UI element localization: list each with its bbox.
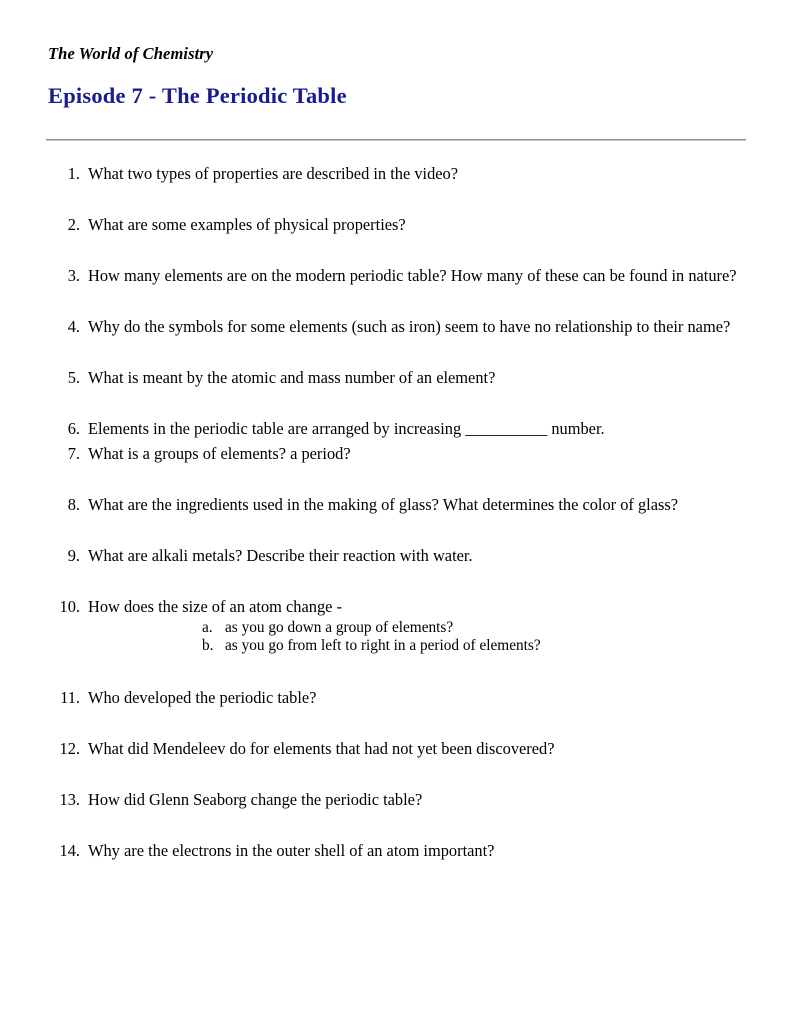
question-text: What two types of properties are described in the video? — [88, 164, 459, 183]
spacer — [0, 567, 791, 596]
spacer — [0, 465, 791, 494]
subquestion-letter: b. — [202, 637, 214, 654]
question-text: How many elements are on the modern periodic table? How many of these can be found in nature? — [88, 266, 737, 285]
subquestion-list — [88, 619, 791, 655]
document-header — [48, 44, 748, 109]
question-number: 7. — [67, 444, 80, 463]
question-text: What did Mendeleev do for elements that had not yet been discovered? — [88, 739, 555, 758]
question-item — [0, 494, 791, 516]
question-list — [0, 163, 791, 862]
question-number: 10. — [59, 597, 80, 616]
question-number: 3. — [67, 266, 80, 285]
question-item — [0, 840, 791, 862]
subquestion-item — [88, 637, 791, 655]
question-item — [0, 596, 791, 655]
question-text: Why are the electrons in the outer shell of an atom important? — [88, 841, 495, 860]
subquestion-text: as you go down a group of elements? — [225, 619, 454, 636]
spacer — [0, 236, 791, 265]
question-number: 1. — [67, 164, 80, 183]
question-item — [0, 545, 791, 567]
question-item — [0, 418, 791, 440]
question-number: 11. — [60, 688, 80, 707]
question-item — [0, 443, 791, 465]
question-number: 5. — [67, 368, 80, 387]
question-text: Who developed the periodic table? — [88, 688, 317, 707]
question-number: 2. — [67, 215, 80, 234]
spacer — [0, 287, 791, 316]
question-item — [0, 789, 791, 811]
header-divider — [46, 139, 746, 141]
spacer — [0, 185, 791, 214]
spacer — [0, 655, 791, 687]
spacer — [0, 516, 791, 545]
question-item — [0, 738, 791, 760]
question-item — [0, 163, 791, 185]
question-number: 13. — [59, 790, 80, 809]
series-title: The World of Chemistry — [48, 44, 214, 63]
question-item — [0, 687, 791, 709]
question-item — [0, 316, 791, 338]
spacer — [0, 709, 791, 738]
question-text: What are some examples of physical properties? — [88, 215, 406, 234]
question-text: What is meant by the atomic and mass number of an element? — [88, 368, 496, 387]
page-title: Episode 7 - The Periodic Table — [48, 83, 347, 108]
spacer — [0, 338, 791, 367]
spacer — [0, 760, 791, 789]
subquestion-letter: a. — [202, 619, 213, 636]
spacer — [0, 811, 791, 840]
question-text: Why do the symbols for some elements (such as iron) seem to have no relationship to their name? — [88, 317, 731, 336]
question-number: 14. — [59, 841, 80, 860]
question-number: 12. — [59, 739, 80, 758]
subquestion-text: as you go from left to right in a period of elements? — [225, 637, 541, 654]
question-text: What are alkali metals? Describe their reaction with water. — [88, 546, 473, 565]
question-text: What are the ingredients used in the making of glass? What determines the color of glass? — [88, 495, 679, 514]
question-number: 9. — [67, 546, 80, 565]
subquestion-item — [88, 619, 791, 637]
question-number: 8. — [67, 495, 80, 514]
question-text: How does the size of an atom change - — [88, 597, 342, 616]
question-text: How did Glenn Seaborg change the periodic table? — [88, 790, 423, 809]
question-text: What is a groups of elements? a period? — [88, 444, 351, 463]
question-text: Elements in the periodic table are arranged by increasing __________ number. — [88, 419, 605, 438]
question-number: 4. — [67, 317, 80, 336]
question-number: 6. — [67, 419, 80, 438]
question-item — [0, 367, 791, 389]
question-item — [0, 265, 791, 287]
question-item — [0, 214, 791, 236]
spacer — [0, 389, 791, 418]
